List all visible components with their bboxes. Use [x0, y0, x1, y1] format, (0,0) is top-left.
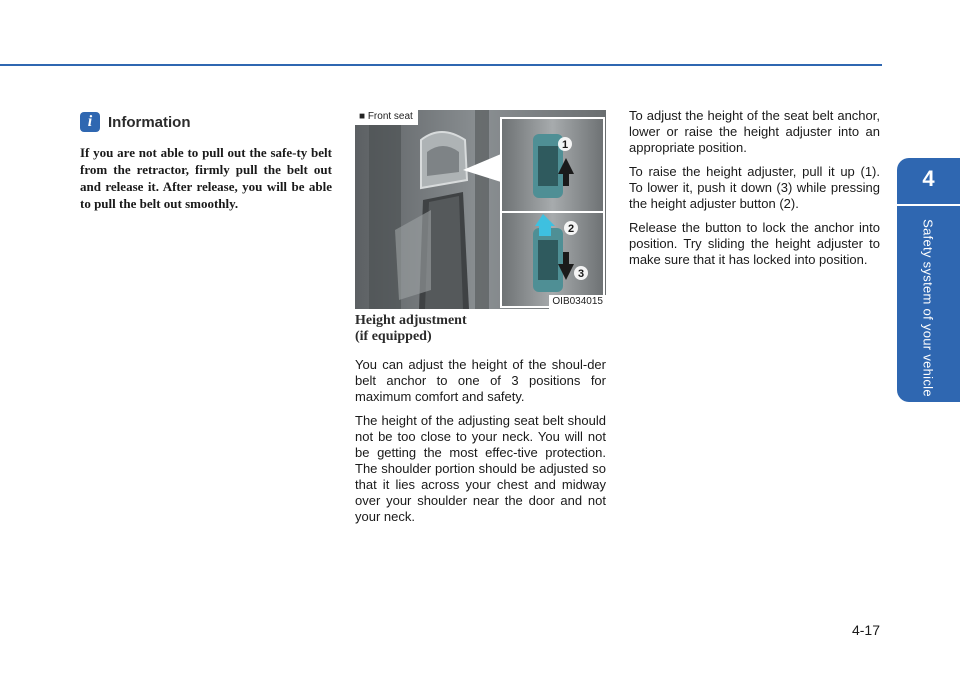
- callout-2: 2: [567, 223, 575, 235]
- paragraph: The height of the adjusting seat belt should not be too close to your neck. You will not be getting the most effec-tive protection. The shoulder portion should be adjusted so that it lies across your chest and midway over your shoulder near the door and not your neck.: [355, 413, 606, 524]
- section-heading-line2: (if equipped): [355, 329, 432, 344]
- page-number: 4-17: [851, 622, 880, 638]
- callout-3: 3: [577, 268, 585, 280]
- figure-code: OIB034015: [549, 295, 606, 309]
- section-heading: [355, 313, 606, 345]
- chapter-number: 4: [922, 166, 935, 191]
- info-icon: i: [80, 112, 100, 132]
- paragraph: To raise the height adjuster, pull it up (1). To lower it, push it down (3) while pressing the height adjuster button (2).: [629, 164, 880, 211]
- information-header: [80, 112, 332, 132]
- information-text: If you are not able to pull out the safe-ty belt from the retractor, firmly pull the belt out and release it. After release, you will be able to pull the belt out smoothly.: [80, 145, 332, 211]
- seat-belt-figure: [355, 110, 606, 309]
- paragraph: You can adjust the height of the shoul-der belt anchor to one of 3 positions for maximum comfort and safety.: [355, 357, 606, 404]
- information-box: [80, 112, 332, 212]
- chapter-tab: [897, 158, 960, 402]
- paragraph: To adjust the height of the seat belt anchor, lower or raise the height adjuster into an appropriate position.: [629, 108, 880, 155]
- header-rule: [0, 64, 882, 66]
- chapter-title: Safety system of your vehicle: [920, 219, 936, 397]
- paragraph: Release the button to lock the anchor into position. Try sliding the height adjuster to make sure that it has locked into position.: [629, 220, 880, 267]
- information-title: Information: [108, 113, 191, 131]
- middle-column-text: [355, 357, 606, 533]
- callout-1: 1: [561, 139, 569, 151]
- chapter-tab-divider: [897, 204, 960, 206]
- section-heading-line1: Height adjustment: [355, 313, 467, 328]
- right-column-text: [629, 108, 880, 276]
- seat-belt-illustration: [355, 110, 606, 309]
- figure-label: ■ Front seat: [355, 110, 418, 125]
